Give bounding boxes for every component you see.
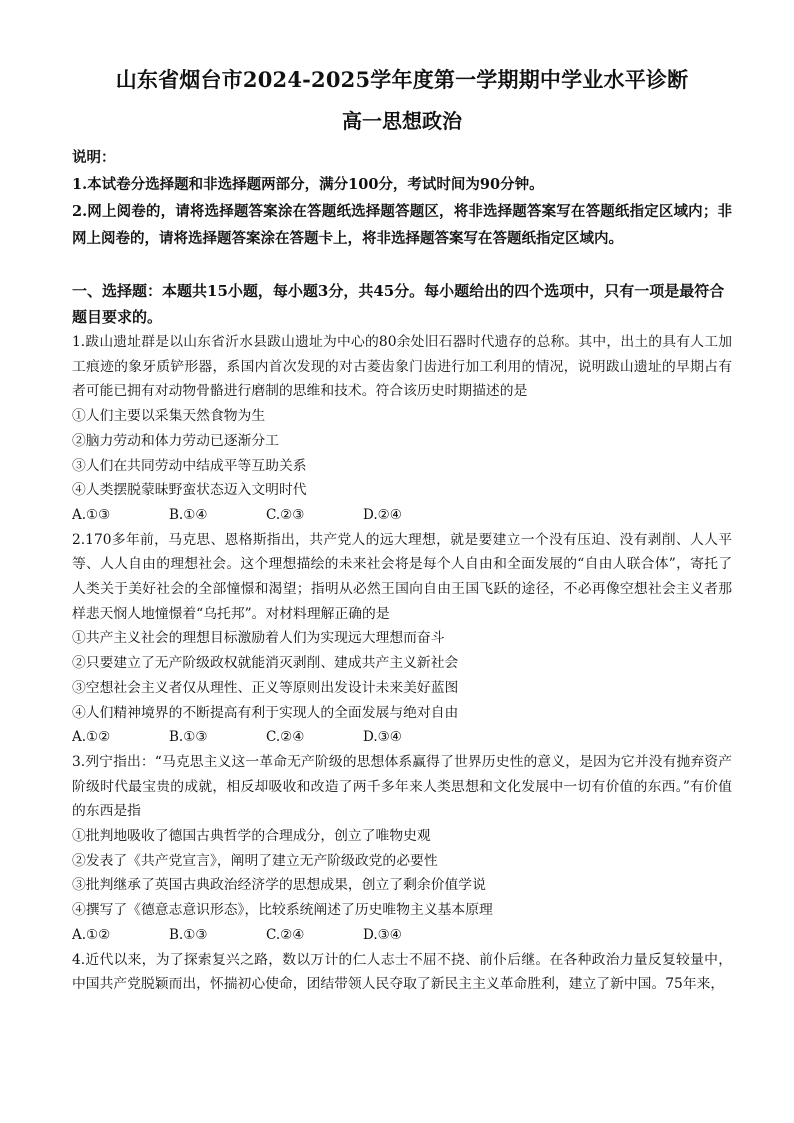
statement: ④撰写了《德意志意识形态》，比较系统阐述了历史唯物主义基本原理 [72, 902, 493, 919]
question-stem: 3.列宁指出：“马克思主义这一革命无产阶级的思想体系赢得了世界历史性的意义，是因为它并没有抛弃资产阶级时代最宝贵的成就，相反却吸收和改造了两千多年来人类思想和文化发展中一切有价值的东西。”有价值的东西是指 [72, 753, 732, 820]
option-b[interactable]: B.①④ [169, 506, 208, 523]
statement: ①批判地吸收了德国古典哲学的合理成分，创立了唯物史观 [72, 828, 431, 845]
option-b[interactable]: B.①③ [169, 729, 208, 746]
statement: ①人们主要以采集天然食物为生 [72, 408, 266, 425]
option-c[interactable]: C.②④ [266, 729, 305, 746]
option-d[interactable]: D.③④ [363, 729, 402, 746]
exam-subtitle: 高一思想政治 [342, 109, 462, 133]
option-a[interactable]: A.①② [72, 926, 111, 943]
question-3 [72, 750, 732, 948]
instruction-item: 2.网上阅卷的，请将选择题答案涂在答题纸选择题答题区，将非选择题答案写在答题纸指定区域内；非网上阅卷的，请将选择题答案涂在答题卡上，将非选择题答案写在答题纸指定区域内。 [72, 203, 732, 247]
statement: ③批判继承了英国古典政治经济学的思想成果，创立了剩余价值学说 [72, 877, 486, 894]
exam-page [72, 64, 732, 997]
exam-title: 山东省烟台市2024-2025学年度第一学期期中学业水平诊断 [115, 67, 689, 92]
answer-options [72, 725, 732, 750]
instructions-heading: 说明： [72, 149, 116, 166]
option-d[interactable]: D.②④ [363, 506, 402, 523]
statement: ③人们在共同劳动中结成平等互助关系 [72, 457, 307, 474]
instructions [72, 144, 732, 252]
statement: ③空想社会主义者仅从理性、正义等原则出发设计未来美好蓝图 [72, 679, 459, 696]
statement: ④人们精神境界的不断提高有利于实现人的全面发展与绝对自由 [72, 704, 459, 721]
option-d[interactable]: D.③④ [363, 926, 402, 943]
question-4 [72, 948, 732, 997]
option-c[interactable]: C.②③ [266, 506, 305, 523]
statement: ①共产主义社会的理想目标激励着人们为实现远大理想而奋斗 [72, 630, 445, 647]
section-heading: 一、选择题：本题共15小题，每小题3分，共45分。每小题给出的四个选项中，只有一项是最符合题目要求的。 [72, 282, 725, 326]
option-c[interactable]: C.②④ [266, 926, 305, 943]
question-1 [72, 330, 732, 528]
statement: ②发表了《共产党宣言》，阐明了建立无产阶级政党的必要性 [72, 852, 438, 869]
option-a[interactable]: A.①② [72, 729, 111, 746]
option-b[interactable]: B.①③ [169, 926, 208, 943]
statement: ②脑力劳动和体力劳动已逐渐分工 [72, 432, 279, 449]
question-stem: 4.近代以来，为了探索复兴之路，数以万计的仁人志士不屈不挠、前仆后继。在各种政治力量反复较量中，中国共产党脱颖而出，怀揣初心使命，团结带领人民夺取了新民主主义革命胜利，建立了新中国。75年来， [72, 951, 732, 993]
statement: ④人类摆脱蒙昧野蛮状态迈入文明时代 [72, 482, 307, 499]
answer-options [72, 923, 732, 948]
statement: ②只要建立了无产阶级政权就能消灭剥削、建成共产主义新社会 [72, 655, 459, 672]
instruction-item: 1.本试卷分选择题和非选择题两部分，满分100分，考试时间为90分钟。 [72, 176, 544, 193]
question-2 [72, 528, 732, 750]
question-stem: 1.跋山遗址群是以山东省沂水县跋山遗址为中心的80余处旧石器时代遗存的总称。其中，出土的具有人工加工痕迹的象牙质铲形器，系国内首次发现的对古菱齿象门齿进行加工利用的情况，说明跋山遗址的早期占有者可能已拥有对动物骨骼进行磨制的思维和技术。符合该历史时期描述的是 [72, 334, 732, 400]
question-stem: 2.170多年前，马克思、恩格斯指出，共产党人的远大理想，就是要建立一个没有压迫、没有剥削、人人平等、人人自由的理想社会。这个理想描绘的未来社会将是每个人自由和全面发展的“自由人联合体”，寄托了人类关于美好社会的全部憧憬和渴望；指明从必然王国向自由王国飞跃的途径，不必再像空想社会主义者那样悲天悯人地憧憬着“乌托邦”。对材料理解正确的是 [72, 531, 732, 622]
option-a[interactable]: A.①③ [72, 506, 111, 523]
answer-options [72, 503, 732, 528]
